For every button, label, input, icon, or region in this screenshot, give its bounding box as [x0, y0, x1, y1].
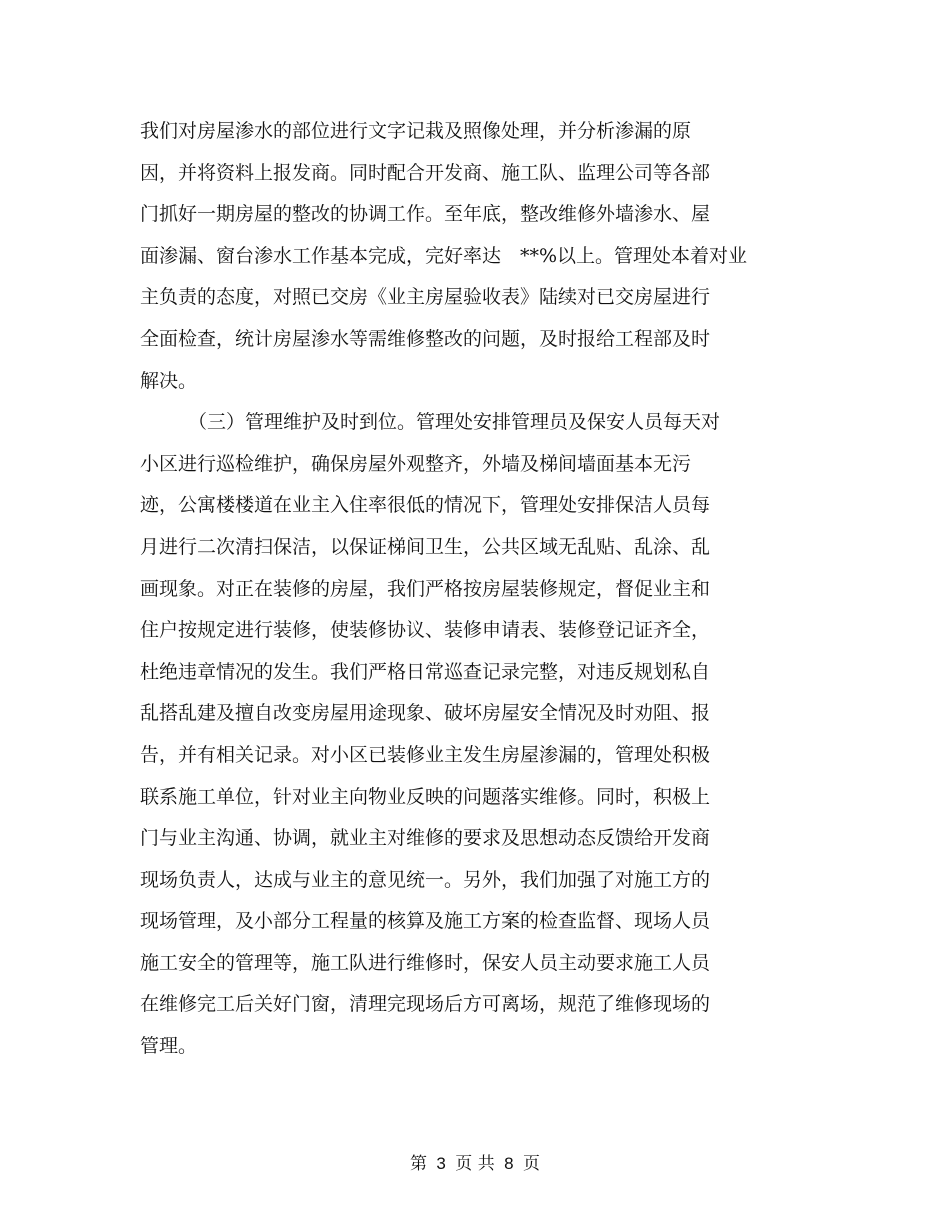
body-text [140, 111, 840, 1068]
text-line: 主负责的态度，对照已交房《业主房屋验收表》陆续对已交房屋进行 [140, 286, 711, 309]
page-number-footer [0, 1150, 950, 1178]
text-line: 画现象。对正在装修的房屋，我们严格按房屋装修规定，督促业主和 [140, 577, 711, 600]
footer-suffix: 页 [522, 1154, 540, 1174]
text-line: 乱搭乱建及擅自改变房屋用途现象、破坏房屋安全情况及时劝阻、报 [140, 702, 711, 725]
text-line: 因，并将资料上报发商。同时配合开发商、施工队、监理公司等各部 [140, 161, 711, 184]
current-page-number: 3 [436, 1154, 446, 1173]
text-line: 告，并有相关记录。对小区已装修业主发生房屋渗漏的，管理处积极 [140, 743, 711, 766]
section-heading-line: （三）管理维护及时到位。管理处安排管理员及保安人员每天对 [188, 411, 721, 434]
text-line: 迹，公寓楼楼道在业主入住率很低的情况下，管理处安排保洁人员每 [140, 494, 711, 517]
text-line: 现场负责人，达成与业主的意见统一。另外，我们加强了对施工方的 [140, 868, 711, 891]
total-page-number: 8 [504, 1154, 514, 1173]
text-line: 我们对房屋渗水的部位进行文字记栽及照像处理，并分析渗漏的原 [140, 120, 692, 142]
footer-prefix: 第 [410, 1154, 428, 1174]
footer-middle: 页 共 [455, 1154, 495, 1174]
text-line: 在维修完工后关好门窗，清理完现场后方可离场，规范了维修现场的 [140, 993, 711, 1016]
text-line: 住户按规定进行装修，使装修协议、装修申请表、装修登记证齐全， [140, 619, 711, 642]
text-line: 杜绝违章情况的发生。我们严格日常巡查记录完整，对违反规划私自 [140, 660, 711, 683]
text-line: 管理。 [140, 1035, 198, 1058]
text-line: 小区进行巡检维护，确保房屋外观整齐，外墙及梯间墙面基本无污 [140, 452, 692, 475]
text-line: 门抓好一期房屋的整改的协调工作。至年底，整改维修外墙渗水、屋 [140, 203, 711, 226]
text-line: 全面检查，统计房屋渗水等需维修整改的问题，及时报给工程部及时 [140, 327, 711, 350]
text-line: 门与业主沟通、协调，就业主对维修的要求及思想动态反馈给开发商 [140, 827, 711, 850]
text-line: 解决。 [140, 369, 198, 392]
text-line: 面渗漏、窗台渗水工作基本完成，完好率达 **%以上。管理处本着对业 [140, 244, 748, 267]
text-line: 现场管理，及小部分工程量的核算及施工方案的检查监督、现场人员 [140, 910, 711, 933]
text-line: 联系施工单位，针对业主向物业反映的问题落实维修。同时，积极上 [140, 785, 711, 808]
text-line: 施工安全的管理等，施工队进行维修时，保安人员主动要求施工人员 [140, 951, 711, 974]
text-line: 月进行二次清扫保洁，以保证梯间卫生，公共区域无乱贴、乱涂、乱 [140, 535, 711, 558]
